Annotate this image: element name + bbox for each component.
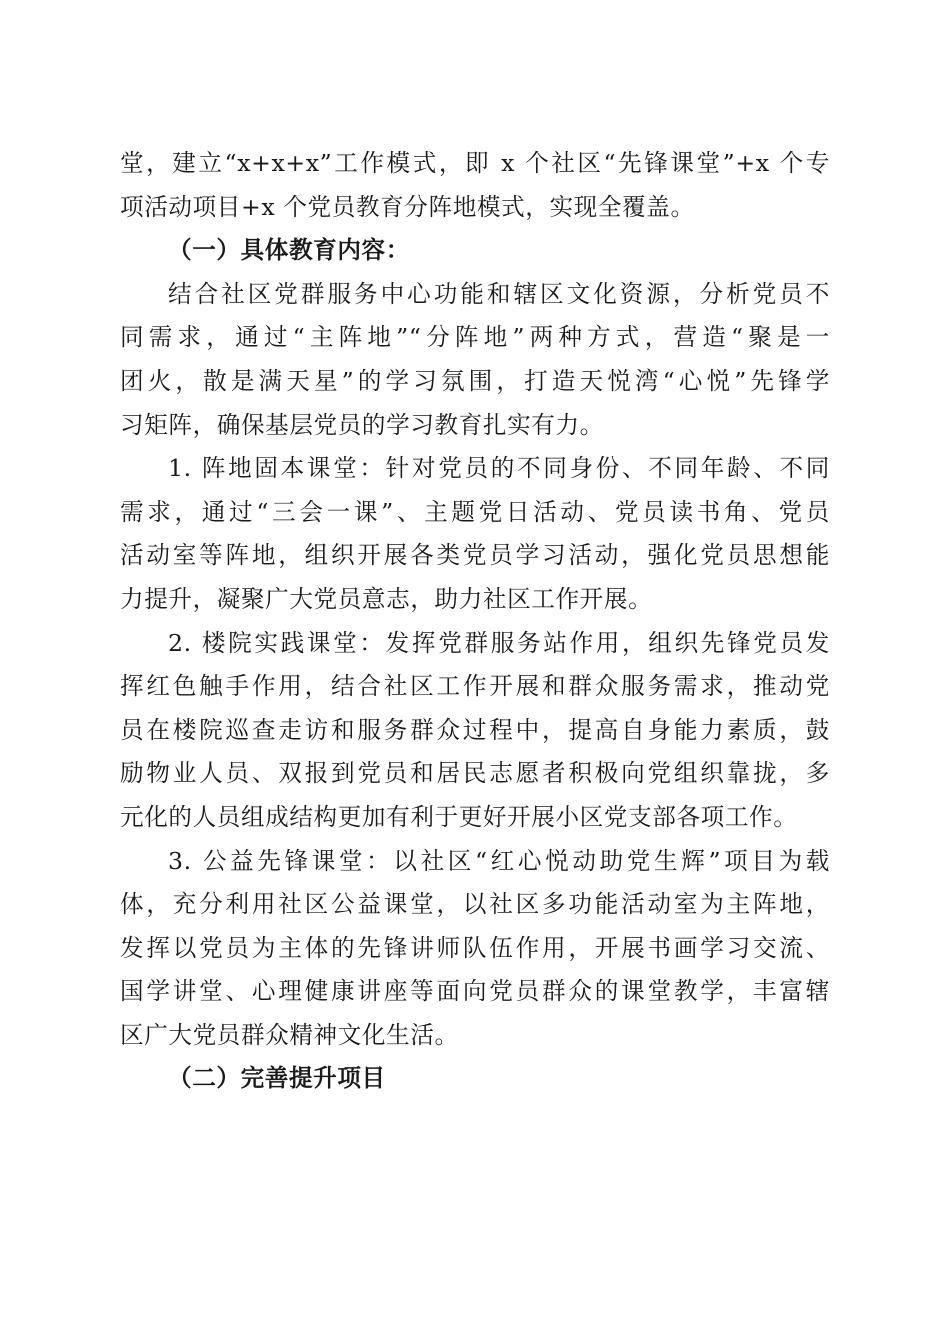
paragraph-intro-continuation [120,142,830,229]
section-heading-education-content [120,229,830,273]
section-heading-improvement-projects [120,1057,830,1101]
paragraph-item-1 [120,447,830,621]
text-line: 结合社区党群服务中心功能和辖区文化资源，分析党员不 [168,279,830,308]
paragraph-overview [120,273,830,447]
text-line: 发挥以党员为主体的先锋讲师队伍作用，开展书画学习交流、 [120,933,830,962]
text-line: 体，充分利用社区公益课堂，以社区多功能活动室为主阵地， [120,890,830,919]
paragraph-item-2 [120,622,830,840]
document-page [120,142,830,1101]
text-line: 国学讲堂、心理健康讲座等面向党员群众的课堂教学，丰富辖 [120,977,830,1006]
text-line: 力提升，凝聚广大党员意志，助力社区工作开展。 [120,584,653,613]
heading-text: （二）完善提升项目 [168,1064,386,1093]
text-line: 堂，建立“x+x+x”工作模式，即 x 个社区“先锋课堂”+x 个专 [120,149,830,177]
text-line: 团火，散是满天星”的学习氛围，打造天悦湾“心悦”先锋学 [120,366,830,395]
text-line: 同需求，通过“主阵地”“分阵地”两种方式，营造“聚是一 [120,323,830,352]
text-line: 需求，通过“三会一课”、主题党日活动、党员读书角、党员 [120,497,830,526]
text-line: 区广大党员群众精神文化生活。 [120,1020,459,1049]
text-line: 挥红色触手作用，结合社区工作开展和群众服务需求，推动党 [120,672,830,701]
text-line: 元化的人员组成结构更加有利于更好开展小区党支部各项工作。 [120,802,798,831]
text-line: 1. 阵地固本课堂：针对党员的不同身份、不同年龄、不同 [168,454,830,483]
paragraph-item-3 [120,840,830,1058]
text-line: 员在楼院巡查走访和服务群众过程中，提高自身能力素质，鼓 [120,715,830,744]
text-line: 项活动项目+x 个党员教育分阵地模式，实现全覆盖。 [120,192,695,221]
text-line: 励物业人员、双报到党员和居民志愿者积极向党组织靠拢，多 [120,759,830,788]
heading-text: （一）具体教育内容： [168,236,410,265]
text-line: 3. 公益先锋课堂：以社区“红心悦动助党生辉”项目为载 [168,846,830,875]
text-line: 活动室等阵地，组织开展各类党员学习活动，强化党员思想能 [120,541,830,570]
text-line: 2. 楼院实践课堂：发挥党群服务站作用，组织先锋党员发 [168,628,830,657]
text-line: 习矩阵，确保基层党员的学习教育扎实有力。 [120,410,604,439]
